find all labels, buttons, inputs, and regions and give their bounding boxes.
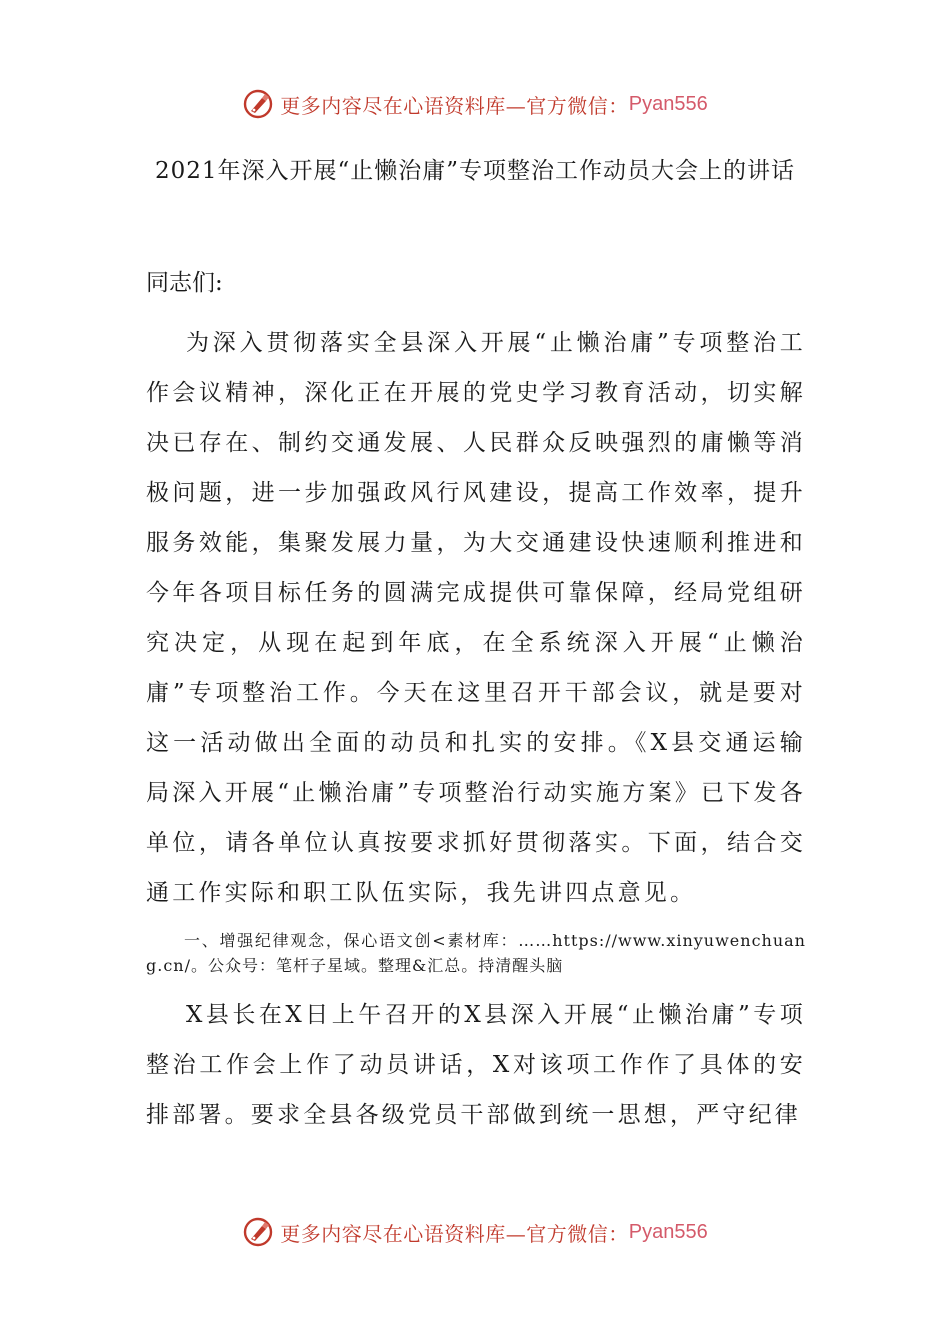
header-watermark-banner (0, 84, 950, 124)
salutation: 同志们: (146, 270, 223, 296)
section-heading-1: 一、增强纪律观念，保心语文创<素材库：……https://www.xinyuwenchuang.cn/。公众号：笔杆子星域。整理&汇总。持清醒头脑 (146, 931, 806, 975)
body-paragraph-2: X县长在X日上午召开的X县深入开展“止懒治庸”专项整治工作会上作了动员讲话，X对该项工作作了具体的安排部署。要求全县各级党员干部做到统一思想，严守纪律 (146, 1002, 806, 1128)
document-title: 2021年深入开展“止懒治庸”专项整治工作动员大会上的讲话 (154, 158, 796, 184)
watermark-text: 更多内容尽在心语资料库—官方微信： (280, 93, 629, 118)
body-paragraph-1: 为深入贯彻落实全县深入开展“止懒治庸”专项整治工作会议精神，深化正在开展的党史学习教育活动，切实解决已存在、制约交通发展、人民群众反映强烈的庸懒等消极问题，进一步加强政风行风建设，提高工作效率，提升服务效能，集聚发展力量，为大交通建设快速顺利推进和今年各项目标任务的圆满完成提供可靠保障，经局党组研究决定，从现在起到年底，在全系统深入开展“止懒治庸”专项整治工作。今天在这里召开干部会议，就是要对这一活动做出全面的动员和扎实的安排。《X县交通运输局深入开展“止懒治庸”专项整治行动实施方案》已下发各单位，请各单位认真按要求抓好贯彻落实。下面，结合交通工作实际和职工队伍实际，我先讲四点意见。 (146, 330, 806, 906)
watermark-wechat-id: Pyan556 (628, 1220, 708, 1243)
watermark-wechat-id: Pyan556 (628, 92, 708, 115)
watermark-text: 更多内容尽在心语资料库—官方微信： (280, 1221, 629, 1246)
footer-watermark-banner (0, 1212, 950, 1252)
pen-nib-circle-icon (242, 88, 274, 120)
pen-nib-circle-icon (242, 1216, 274, 1248)
